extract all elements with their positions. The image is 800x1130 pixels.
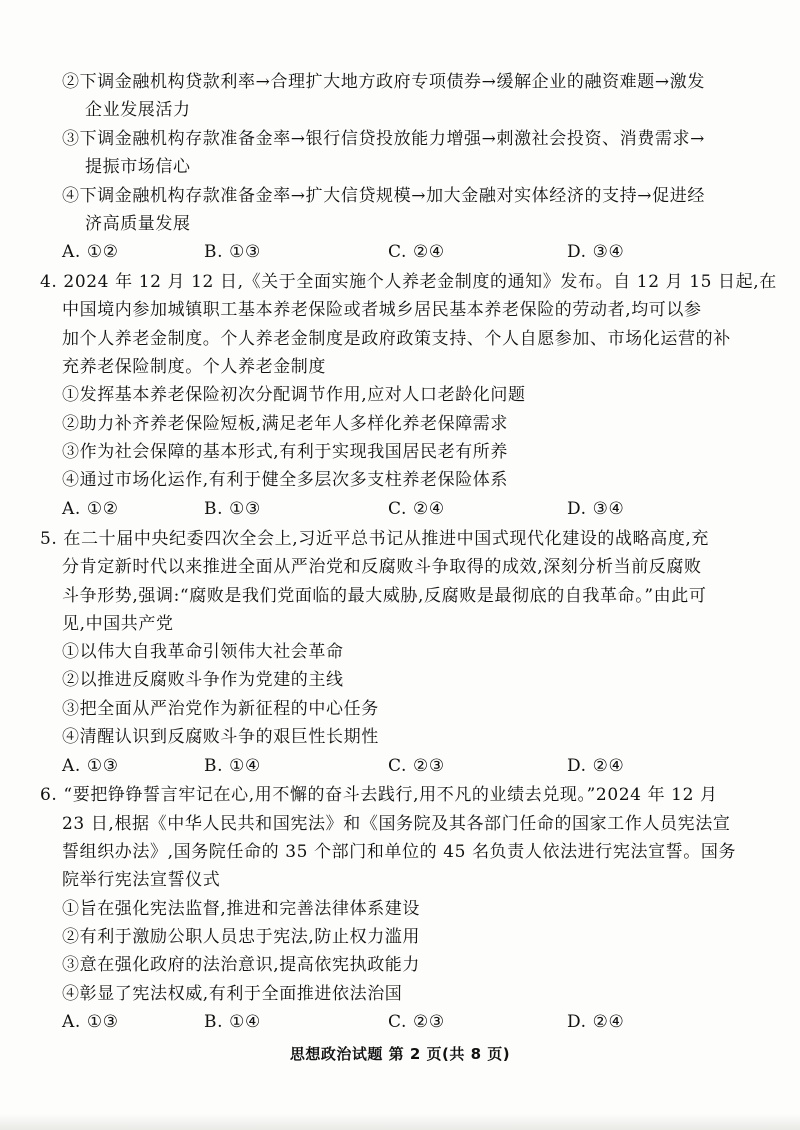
q5-stem-line-1: 5. 在二十届中央纪委四次全会上,习近平总书记从推进中国式现代化建设的战略高度,充 xyxy=(40,529,710,549)
q4-stem-line-3: 加个人养老金制度。个人养老金制度是政府政策支持、个人自愿参加、市场化运营的补 xyxy=(62,329,731,349)
q5-stem-line-2: 分肯定新时代以来推进全面从严治党和反腐败斗争取得的成效,深刻分析当前反腐败 xyxy=(62,557,702,577)
q5-option-2: ②以推进反腐败斗争作为党建的主线 xyxy=(62,670,344,690)
q4-option-1: ①发挥基本养老保险初次分配调节作用,应对人口老龄化问题 xyxy=(62,385,526,405)
q4-option-2: ②助力补齐养老保险短板,满足老年人多样化养老保障需求 xyxy=(62,414,509,434)
q3-choices xyxy=(62,240,762,264)
q4-choice-a: A. ①② xyxy=(62,499,119,519)
q3-option-4: ④下调金融机构存款准备金率→扩大信贷规模→加大金融对实体经济的支持→促进经 xyxy=(62,186,705,206)
q3-option-3: ③下调金融机构存款准备金率→银行信贷投放能力增强→刺激社会投资、消费需求→ xyxy=(62,129,705,149)
q6-option-4: ④彰显了宪法权威,有利于全面推进依法治国 xyxy=(62,984,403,1004)
q5-option-1: ①以伟大自我革命引领伟大社会革命 xyxy=(62,642,344,662)
q5-choices xyxy=(62,754,762,778)
q4-choices xyxy=(62,497,762,521)
q6-stem-line-4: 院举行宪法宣誓仪式 xyxy=(62,870,221,890)
q5-choice-d: D. ②④ xyxy=(567,756,625,776)
q6-choice-d: D. ②④ xyxy=(567,1012,625,1032)
q6-stem-line-2: 23 日,根据《中华人民共和国宪法》和《国务院及其各部门任命的国家工作人员宪法宣 xyxy=(62,814,731,834)
q6-option-1: ①旨在强化宪法监督,推进和完善法律体系建设 xyxy=(62,899,421,919)
q5-option-3: ③把全面从严治党作为新征程的中心任务 xyxy=(62,699,379,719)
q6-option-3: ③意在强化政府的法治意识,提高依宪执政能力 xyxy=(62,955,421,975)
q5-option-4: ④清醒认识到反腐败斗争的艰巨性长期性 xyxy=(62,727,379,747)
q6-choice-b: B. ①④ xyxy=(204,1012,261,1032)
q4-option-3: ③作为社会保障的基本形式,有利于实现我国居民老有所养 xyxy=(62,442,509,462)
q5-choice-b: B. ①④ xyxy=(204,756,261,776)
q6-choice-a: A. ①③ xyxy=(62,1012,119,1032)
q3-choice-b: B. ①③ xyxy=(204,242,261,262)
q4-choice-b: B. ①③ xyxy=(204,499,261,519)
q4-choice-c: C. ②④ xyxy=(388,499,445,519)
q3-choice-a: A. ①② xyxy=(62,242,119,262)
q5-stem-line-3: 斗争形势,强调:“腐败是我们党面临的最大威胁,反腐败是最彻底的自我革命。”由此可 xyxy=(62,586,707,606)
q3-choice-c: C. ②④ xyxy=(388,242,445,262)
page-footer: 思想政治试题 第 2 页(共 8 页) xyxy=(289,1045,511,1063)
q6-stem-line-3: 誓组织办法》,国务院任命的 35 个部门和单位的 45 名负责人依法进行宪法宣誓。国务 xyxy=(62,842,737,862)
q3-choice-d: D. ③④ xyxy=(567,242,625,262)
q5-choice-a: A. ①③ xyxy=(62,756,119,776)
q5-stem-line-4: 见,中国共产党 xyxy=(62,614,174,634)
q4-stem-line-1: 4. 2024 年 12 月 12 日,《关于全面实施个人养老金制度的通知》发布。自 12 月 15 日起,在 xyxy=(40,272,777,292)
q3-option-3-cont: 提振市场信心 xyxy=(85,157,191,177)
page-edge-shadow xyxy=(0,1114,800,1130)
q3-option-2: ②下调金融机构贷款利率→合理扩大地方政府专项债券→缓解企业的融资难题→激发 xyxy=(62,72,705,92)
q6-option-2: ②有利于激励公职人员忠于宪法,防止权力滥用 xyxy=(62,927,421,947)
q6-choice-c: C. ②③ xyxy=(388,1012,445,1032)
q6-stem-line-1: 6. “要把铮铮誓言牢记在心,用不懈的奋斗去践行,用不凡的业绩去兑现。”2024 年 12 月 xyxy=(40,785,718,805)
q3-option-4-cont: 济高质量发展 xyxy=(85,214,191,234)
q6-choices xyxy=(62,1010,762,1034)
q4-choice-d: D. ③④ xyxy=(567,499,625,519)
q3-option-2-cont: 企业发展活力 xyxy=(85,100,191,120)
q4-option-4: ④通过市场化运作,有利于健全多层次多支柱养老保险体系 xyxy=(62,470,509,490)
q4-stem-line-2: 中国境内参加城镇职工基本养老保险或者城乡居民基本养老保险的劳动者,均可以参 xyxy=(62,300,702,320)
q4-stem-line-4: 充养老保险制度。个人养老金制度 xyxy=(62,357,326,377)
q5-choice-c: C. ②③ xyxy=(388,756,445,776)
